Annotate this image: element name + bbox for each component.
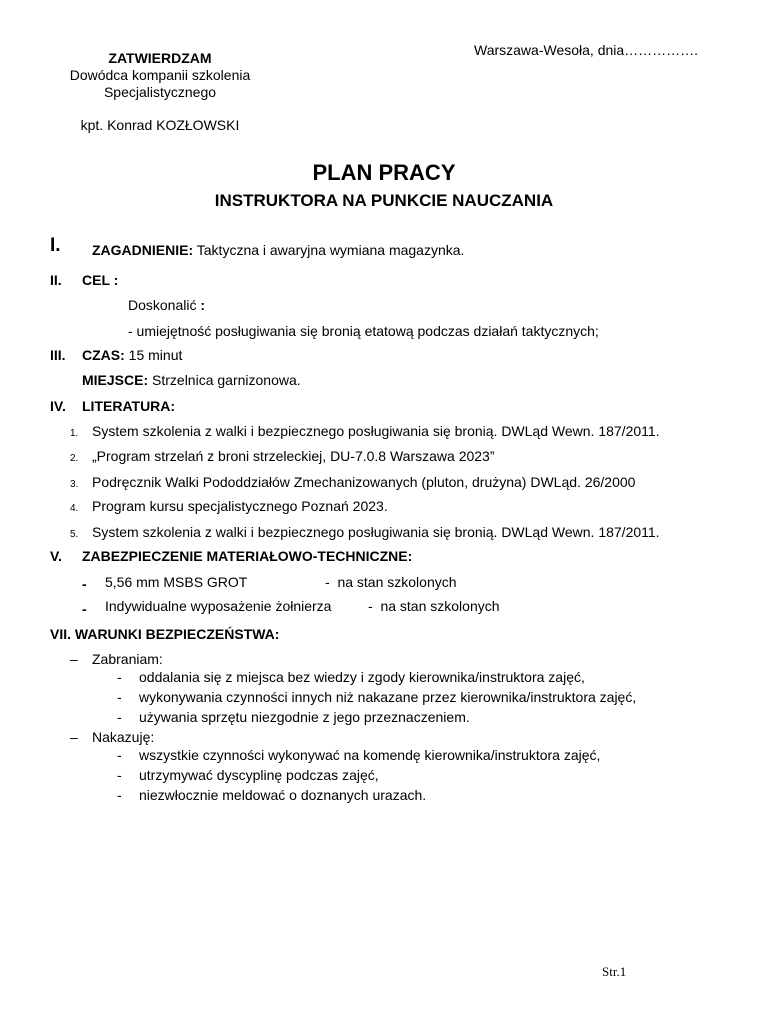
equipment-note-text: na stan szkolonych	[337, 574, 457, 590]
rule-dash: -	[117, 787, 122, 803]
equipment-name: 5,56 mm MSBS GROT	[105, 574, 248, 590]
approve-title: ZATWIERDZAM	[108, 50, 212, 66]
section-1-label: ZAGADNIENIE:	[92, 242, 194, 258]
rule-item: wszystkie czynności wykonywać na komendę kierownika/instruktora zajęć,	[139, 747, 601, 763]
literature-item: Program kursu specjalistycznego Poznań 2023.	[92, 498, 388, 514]
literature-item: Podręcznik Walki Pododdziałów Zmechanizowanych (pluton, drużyna) DWLąd. 26/2000	[92, 474, 636, 490]
rule-dash: -	[117, 767, 122, 783]
equipment-note	[368, 598, 500, 614]
literature-number: 4.	[70, 503, 79, 514]
place-date: Warszawa-Wesoła, dnia…………….	[474, 42, 699, 58]
page-number: Str.1	[602, 964, 627, 979]
literature-item: „Program strzelań z broni strzeleckiej, DU-7.0.8 Warszawa 2023”	[92, 448, 495, 464]
approve-line-2: Specjalistycznego	[103, 84, 217, 100]
section-3-time	[82, 347, 182, 363]
section-3-place-value: Strzelnica garnizonowa.	[148, 372, 301, 388]
equipment-separator: -	[325, 574, 330, 590]
section-3-place	[82, 372, 301, 388]
section-5-number: V.	[50, 548, 62, 564]
section-3-number: III.	[50, 347, 66, 363]
section-3-time-value: 15 minut	[124, 347, 183, 363]
rule-item: używania sprzętu niezgodnie z jego przeznaczeniem.	[139, 709, 470, 725]
rule-group-dash: –	[70, 651, 78, 667]
prohibitions-label: Zabraniam:	[92, 651, 163, 667]
rule-group-dash: –	[70, 729, 78, 745]
literature-number: 3.	[70, 479, 79, 490]
section-5-label: ZABEZPIECZENIE MATERIAŁOWO-TECHNICZNE:	[82, 548, 413, 564]
rule-dash: -	[117, 689, 122, 705]
approver-name: kpt. Konrad KOZŁOWSKI	[80, 117, 240, 133]
literature-number: 2.	[70, 453, 79, 464]
section-2-label: CEL :	[82, 272, 119, 288]
approval-block	[60, 50, 260, 134]
literature-item: System szkolenia z walki i bezpiecznego posługiwania się bronią. DWLąd Wewn. 187/2011.	[92, 524, 660, 540]
section-1-text: Taktyczna i awaryjna wymiana magazynka.	[193, 242, 465, 258]
rule-dash: -	[117, 709, 122, 725]
equipment-dash: -	[82, 601, 87, 617]
section-2-line-1-colon: :	[200, 297, 206, 313]
rule-dash: -	[117, 669, 122, 685]
rule-item: niezwłocznie meldować o doznanych urazach.	[139, 787, 427, 803]
section-3-time-label: CZAS:	[82, 347, 125, 363]
equipment-name: Indywidualne wyposażenie żołnierza	[105, 598, 332, 614]
equipment-note	[325, 574, 457, 590]
equipment-dash: -	[82, 576, 87, 592]
rule-item: utrzymywać dyscyplinę podczas zajęć,	[139, 767, 379, 783]
approve-line-1: Dowódca kompanii szkolenia	[69, 67, 251, 83]
rule-item: wykonywania czynności innych niż nakazane przez kierownika/instruktora zajęć,	[139, 689, 637, 705]
section-1-number: I.	[50, 235, 61, 256]
section-2-number: II.	[50, 272, 62, 288]
equipment-separator: -	[368, 598, 373, 614]
section-2-line-2: - umiejętność posługiwania się bronią etatową podczas działań taktycznych;	[128, 323, 599, 339]
literature-number: 1.	[70, 428, 79, 439]
section-7-label: VII. WARUNKI BEZPIECZEŃSTWA:	[50, 626, 280, 642]
section-3-place-label: MIEJSCE:	[82, 372, 149, 388]
section-4-label: LITERATURA:	[82, 398, 176, 414]
section-4-number: IV.	[50, 398, 66, 414]
document-subtitle: INSTRUKTORA NA PUNKCIE NAUCZANIA	[214, 191, 554, 210]
section-2-line-1	[128, 297, 205, 313]
section-1	[92, 242, 464, 258]
equipment-note-text: na stan szkolonych	[380, 598, 500, 614]
orders-label: Nakazuję:	[92, 729, 155, 745]
literature-number: 5.	[70, 529, 79, 540]
section-2-line-1-text: Doskonalić	[128, 297, 201, 313]
rule-item: oddalania się z miejsca bez wiedzy i zgody kierownika/instruktora zajęć,	[139, 669, 585, 685]
rule-dash: -	[117, 747, 122, 763]
literature-item: System szkolenia z walki i bezpiecznego posługiwania się bronią. DWLąd Wewn. 187/2011.	[92, 423, 660, 439]
document-title: PLAN PRACY	[312, 160, 456, 185]
